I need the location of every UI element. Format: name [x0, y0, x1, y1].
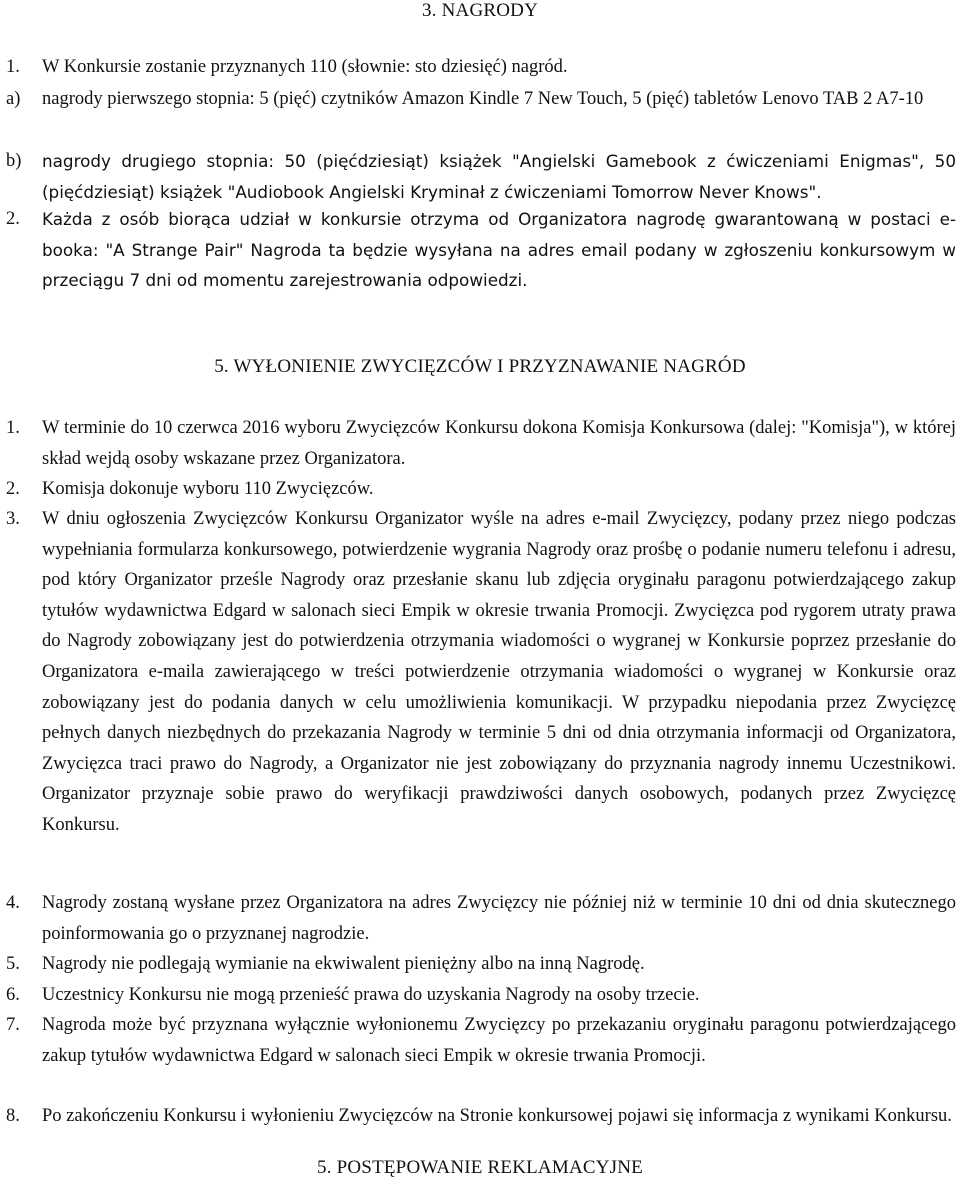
item-number: 1. — [6, 418, 20, 438]
item-letter: a) — [6, 89, 21, 109]
section-3-heading: 3. NAGRODY — [422, 0, 538, 21]
item-text: W dniu ogłoszenia Zwycięzców Konkursu Organizator wyśle na adres e-mail Zwycięzcy, podany przez niego podczas wypełniania formularza konkursowego, potwierdzenie wygrania Nagrody oraz prośbę o podanie numeru telefonu i adresu, pod który Organizator prześle Nagrody oraz przesłanie skanu lub zdjęcia oryginału paragonu potwierdzającego zakup tytułów wydawnictwa Edgard w salonach sieci Empik w okresie trwania Promocji. Zwycięzca pod rygorem utraty prawa do Nagrody zobowiązany jest do potwierdzenia otrzymania wiadomości o wygranej w Konkursie poprzez przesłanie do Organizatora e-maila zawierającego w treści potwierdzenie otrzymania wiadomości o wygranej w Konkursie oraz zobowiązany jest do podania danych w celu umożliwienia komunikacji. W przypadku niepodania przez Zwycięzcę pełnych danych niezbędnych do przekazania Nagrody w terminie 5 dni od dnia otrzymania informacji od Organizatora, Zwycięzca traci prawo do Nagrody, a Organizator nie jest zobowiązany do przyznania nagrody innemu Uczestnikowi. Organizator przyznaje sobie prawo do weryfikacji prawdziwości danych osobowych, podanych przez Zwycięzcę Konkursu. — [42, 509, 956, 835]
item-text: Komisja dokonuje wyboru 110 Zwycięzców. — [42, 479, 374, 499]
item-number: 1. — [6, 57, 20, 77]
first-degree-prizes-item — [6, 84, 956, 115]
item-text: W terminie do 10 czerwca 2016 wyboru Zwycięzców Konkursu dokona Komisja Konkursowa (dalej: "Komisja"), w której skład wejdą osoby wskazane przez Organizatora. — [42, 418, 956, 469]
item-number: 4. — [6, 893, 20, 913]
list-item — [6, 413, 956, 474]
item-text: Uczestnicy Konkursu nie mogą przenieść prawa do uzyskania Nagrody na osoby trzecie. — [42, 985, 700, 1005]
item-number: 5. — [6, 954, 20, 974]
item-number: 2. — [6, 479, 20, 499]
item-number: 3. — [6, 509, 20, 529]
prize-count-item — [6, 52, 956, 83]
item-number: 7. — [6, 1015, 20, 1035]
second-degree-prizes-item — [6, 146, 956, 207]
item-text: Nagrody nie podlegają wymianie na ekwiwalent pieniężny albo na inną Nagrodę. — [42, 954, 645, 974]
item-text: nagrody drugiego stopnia: 50 (pięćdziesiąt) książek "Angielski Gamebook z ćwiczeniami Enigmas", 50 (pięćdziesiąt) książek "Audiobook Angielski Kryminał z ćwiczeniami Tomorrow Never Knows". — [42, 151, 956, 202]
list-item — [6, 980, 956, 1011]
list-item — [6, 949, 956, 980]
item-number: 6. — [6, 985, 20, 1005]
item-letter: b) — [6, 151, 22, 171]
list-item — [6, 888, 956, 949]
guaranteed-prize-item — [6, 204, 956, 296]
list-item — [6, 504, 956, 841]
list-item — [6, 1101, 956, 1132]
item-text: Nagrody zostaną wysłane przez Organizatora na adres Zwycięzcy nie później niż w terminie 10 dni od dnia skutecznego poinformowania go o przyznanej nagrodzie. — [42, 893, 956, 944]
item-text: nagrody pierwszego stopnia: 5 (pięć) czytników Amazon Kindle 7 New Touch, 5 (pięć) tabletów Lenovo TAB 2 A7-10 — [42, 89, 924, 109]
list-item — [6, 1010, 956, 1071]
item-text: Każda z osób biorąca udział w konkursie otrzyma od Organizatora nagrodę gwarantowaną w postaci e-booka: "A Strange Pair" Nagroda ta będzie wysyłana na adres email podany w zgłoszeniu konkursowym w przeciągu 7 dni od momentu zarejestrowania odpowiedzi. — [42, 209, 956, 291]
list-item — [6, 474, 956, 505]
section-5-heading: 5. WYŁONIENIE ZWYCIĘZCÓW I PRZYZNAWANIE NAGRÓD — [214, 356, 746, 377]
item-text: W Konkursie zostanie przyznanych 110 (słownie: sto dziesięć) nagród. — [42, 57, 568, 77]
complaints-section-heading: 5. POSTĘPOWANIE REKLAMACYJNE — [317, 1157, 643, 1178]
item-text: Po zakończeniu Konkursu i wyłonieniu Zwycięzców na Stronie konkursowej pojawi się informacja z wynikami Konkursu. — [42, 1106, 952, 1126]
item-number: 2. — [6, 209, 20, 229]
item-number: 8. — [6, 1106, 20, 1126]
item-text: Nagroda może być przyznana wyłącznie wyłonionemu Zwycięzcy po przekazaniu oryginału paragonu potwierdzającego zakup tytułów wydawnictwa Edgard w salonach sieci Empik w okresie trwania Promocji. — [42, 1015, 956, 1066]
